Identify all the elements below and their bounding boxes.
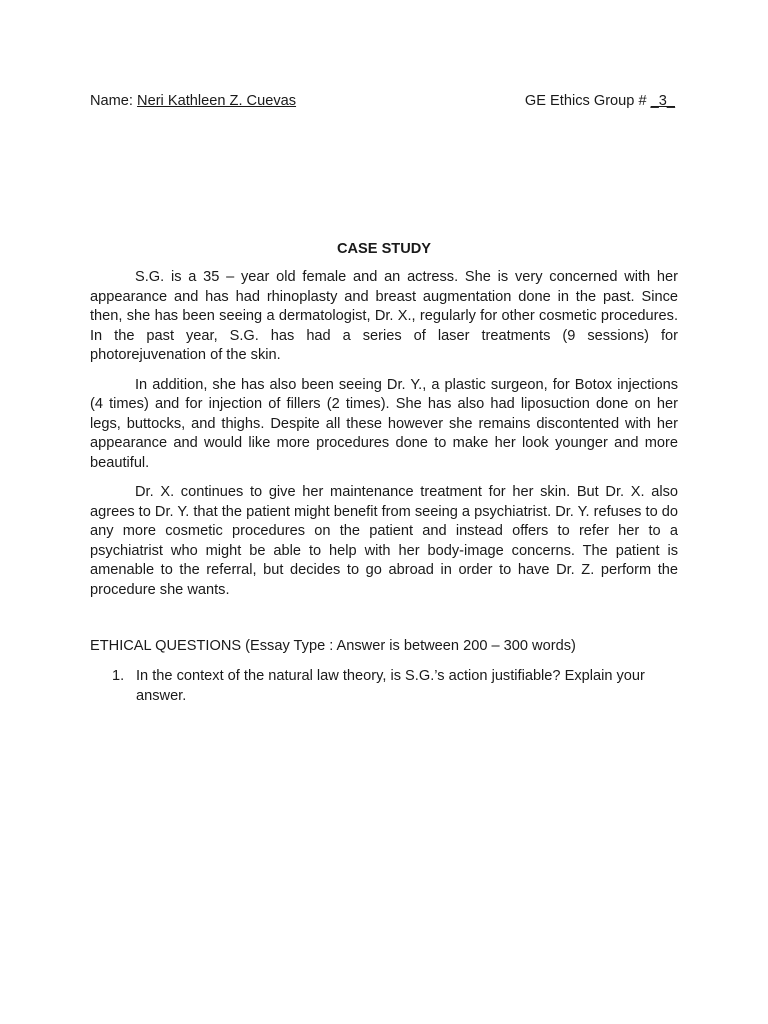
group-number-line: [525, 93, 675, 109]
group-number: _3_: [650, 93, 675, 109]
question-item: [90, 667, 678, 706]
question-text: In the context of the natural law theory, is S.G.’s action justifiable? Explain your answer.: [136, 668, 645, 704]
student-name: Neri Kathleen Z. Cuevas: [137, 93, 297, 109]
case-paragraph: In addition, she has also been seeing Dr. Y., a plastic surgeon, for Botox injections (4 times) and for injection of fillers (2 times). She has also had liposuction done on her legs, buttocks, and thighs. Despite all these however she remains discontented with her appearance and would like more procedures done to make her look younger and more beautiful.: [90, 376, 678, 471]
group-label: GE Ethics Group #: [524, 93, 651, 109]
name-label: Name:: [90, 93, 138, 109]
case-study-title: CASE STUDY: [336, 241, 432, 257]
document-header: [90, 93, 678, 113]
question-list: [90, 667, 678, 706]
ethical-questions-heading: ETHICAL QUESTIONS (Essay Type : Answer is between 200 – 300 words): [90, 638, 576, 654]
case-paragraph: S.G. is a 35 – year old female and an actress. She is very concerned with her appearance and has had rhinoplasty and breast augmentation done in the past. Since then, she has been seeing a dermatologist, Dr. X., regularly for other cosmetic procedures. In the past year, S.G. has had a series of laser treatments (9 sessions) for photorejuvenation of the skin.: [90, 269, 678, 363]
student-name-line: [90, 93, 296, 109]
case-study-body: [90, 268, 678, 610]
question-number: 1.: [112, 668, 125, 684]
case-paragraph: Dr. X. continues to give her maintenance treatment for her skin. But Dr. X. also agrees to Dr. Y. that the patient might benefit from seeing a psychiatrist. Dr. Y. refuses to do any more cosmetic procedures on the patient and instead offers to refer her to a psychiatrist who might be able to help with her body-image concerns. The patient is amenable to the referral, but decides to go abroad in order to have Dr. Z. perform the procedure she wants.: [90, 484, 678, 598]
